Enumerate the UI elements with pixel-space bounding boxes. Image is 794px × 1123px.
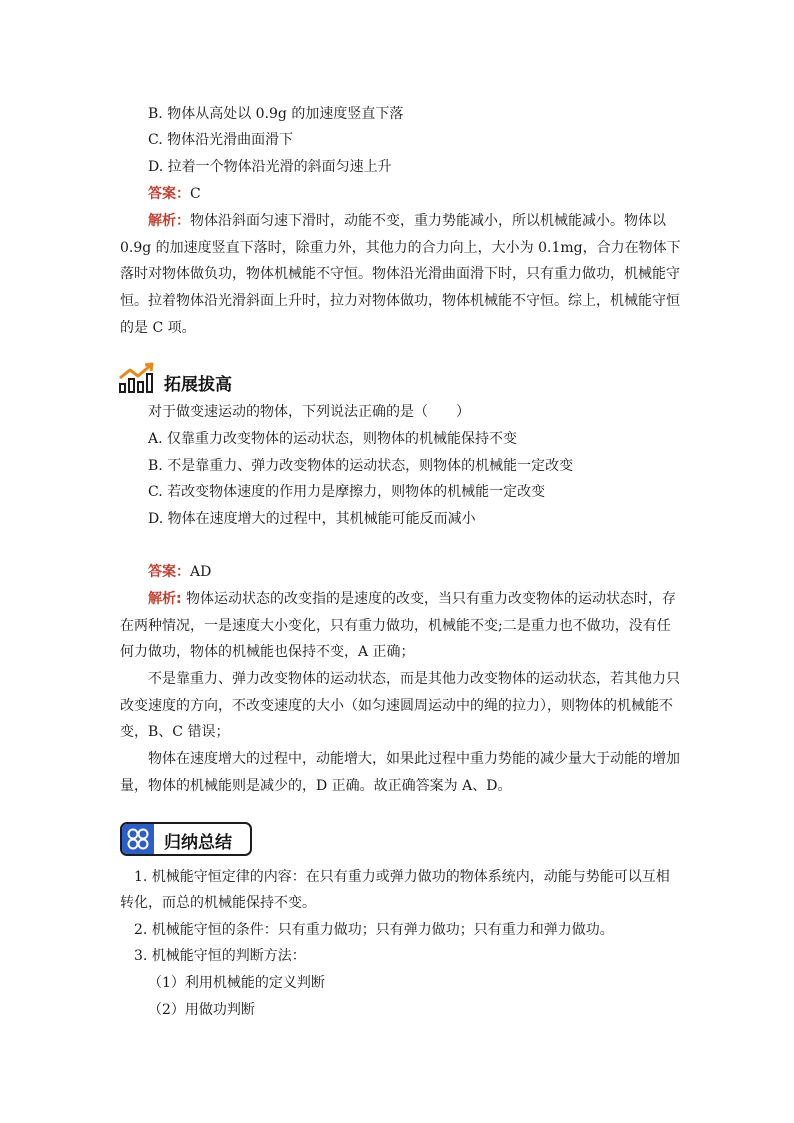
q1-option-c: C. 物体沿光滑曲面滑下 <box>148 132 294 148</box>
summary-subitem-1: （1）利用机械能的定义判断 <box>148 975 325 991</box>
extension-option-c: C. 若改变物体速度的作用力是摩擦力，则物体的机械能一定改变 <box>148 484 546 500</box>
extension-answer <box>148 562 211 582</box>
q1-analysis-line-5: 的是 C 项。 <box>120 320 196 336</box>
summary-item-1: 1. 机械能守恒定律的内容：在只有重力或弹力做功的物体系统内，动能与势能可以互相 <box>134 869 670 885</box>
analysis-text: 物体沿斜面匀速下滑时，动能不变，重力势能减小，所以机械能减小。物体以 <box>190 213 666 229</box>
grid-flower-icon <box>122 824 154 854</box>
summary-item-3: 3. 机械能守恒的判断方法： <box>134 948 306 964</box>
extension-option-b: B. 不是靠重力、弹力改变物体的运动状态，则物体的机械能一定改变 <box>148 458 574 474</box>
extension-analysis-line-3: 何力做功，物体的机械能也保持不变，A 正确； <box>120 644 415 660</box>
summary-item-1-cont: 转化，而总的机械能保持不变。 <box>120 895 316 911</box>
analysis-label: 解析： <box>148 213 190 229</box>
extension-question: 对于做变速运动的物体，下列说法正确的是（ ） <box>148 404 470 420</box>
q1-analysis-line-3: 落时对物体做负功，物体机械能不守恒。物体沿光滑曲面滑下时，只有重力做功，机械能守 <box>120 266 680 282</box>
q1-analysis-line-1 <box>148 211 666 231</box>
extension-analysis-line-5: 改变速度的方向，不改变速度的大小（如匀速圆周运动中的绳的拉力），则物体的机械能不 <box>120 698 673 714</box>
summary-title: 归纳总结 <box>164 833 232 853</box>
q1-option-b: B. 物体从高处以 0.9g 的加速度竖直下落 <box>148 106 404 122</box>
extension-analysis-line-8: 量，物体的机械能则是减少的，D 正确。故正确答案为 A、D。 <box>120 778 512 794</box>
extension-analysis-line-2: 在两种情况，一是速度大小变化，只有重力做功，机械能不变;二是重力也不做功，没有任 <box>120 618 671 634</box>
summary-item-2: 2. 机械能守恒的条件：只有重力做功；只有弹力做功；只有重力和弹力做功。 <box>134 922 614 938</box>
extension-analysis-line-7: 物体在速度增大的过程中，动能增大，如果此过程中重力势能的减少量大于动能的增加 <box>148 751 680 767</box>
extension-analysis-line-4: 不是靠重力、弹力改变物体的运动状态，而是其他力改变物体的运动状态，若其他力只 <box>148 671 680 687</box>
answer-label: 答案： <box>148 564 190 580</box>
rising-chart-icon <box>118 362 156 398</box>
summary-subitem-2: （2）用做功判断 <box>148 1002 255 1018</box>
analysis-text: 物体运动状态的改变指的是速度的改变，当只有重力改变物体的运动状态时，存 <box>181 591 677 607</box>
extension-analysis-line-6: 变，B、C 错误； <box>120 724 230 740</box>
q1-analysis-line-4: 恒。拉着物体沿光滑斜面上升时，拉力对物体做功，物体机械能不守恒。综上，机械能守恒 <box>120 293 680 309</box>
extension-option-d: D. 物体在速度增大的过程中，其机械能可能反而减小 <box>148 511 476 527</box>
answer-label: 答案： <box>148 186 190 202</box>
answer-value: C <box>190 186 201 202</box>
q1-option-d: D. 拉着一个物体沿光滑的斜面匀速上升 <box>148 159 392 175</box>
answer-value: AD <box>190 564 212 580</box>
analysis-label: 解析: <box>148 591 182 607</box>
extension-option-a: A. 仅靠重力改变物体的运动状态，则物体的机械能保持不变 <box>148 431 518 447</box>
summary-header <box>120 822 252 856</box>
extension-title: 拓展拔高 <box>164 375 232 395</box>
q1-analysis-line-2: 0.9g 的加速度竖直下落时，除重力外，其他力的合力向上，大小为 0.1mg，合力在物体下 <box>120 240 681 256</box>
q1-answer <box>148 184 201 204</box>
extension-analysis-line-1 <box>148 589 676 609</box>
